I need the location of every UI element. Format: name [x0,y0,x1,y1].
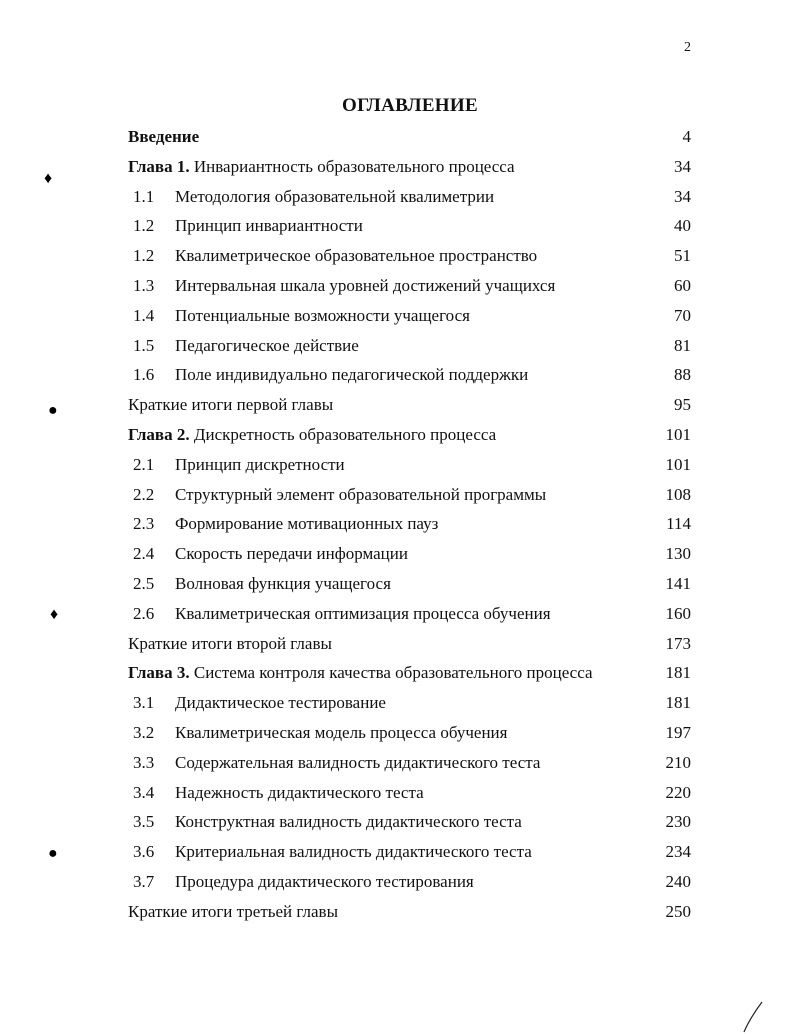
toc-page-number: 197 [665,723,691,742]
toc-entry [0,216,799,246]
toc-entry-title [175,455,345,475]
toc-entry [0,872,799,902]
toc-entry [0,336,799,366]
toc-section-number: 1.4 [133,305,155,325]
toc-page-number: 210 [665,752,691,772]
toc-section-number: 3.1 [133,693,155,713]
toc-entry-text: Дискретность образовательного процесса [189,425,497,444]
toc-entry-text: Процедура дидактического тестирования [175,872,474,891]
toc-entry-title [128,157,515,177]
toc-entry [0,574,799,604]
toc-page-number: 70 [674,305,691,325]
toc-section-number: 2.1 [133,454,155,474]
toc-section-number: 2.5 [133,574,155,593]
toc-entry-title [175,753,540,773]
toc-entry-title [175,842,532,862]
toc-page-number: 101 [665,425,691,444]
toc-entry-title [175,872,474,892]
toc-entry-title [175,693,386,713]
pen-stroke [738,1000,768,1034]
toc-entry-text: Волновая функция учащегося [175,574,391,593]
toc-section-number: 3.6 [133,842,155,862]
toc-page-number: 141 [665,574,691,593]
toc-page-number: 230 [665,812,691,832]
toc-entry-title [128,425,496,445]
toc-chapter-label: Глава 3. [128,663,190,683]
toc-entry-text: Потенциальные возможности учащегося [175,305,470,325]
toc-page-number: 101 [665,454,691,474]
toc-section-number: 3.4 [133,782,155,802]
toc-section-number: 3.7 [133,872,155,891]
toc-entry-text: Краткие итоги первой главы [128,395,334,415]
toc-page-number: 130 [665,544,691,564]
toc-entry [0,127,799,157]
toc-page-number: 108 [665,484,691,504]
toc-page-number: 220 [665,782,691,802]
toc-entry-title [128,395,333,415]
toc-entry-text: Интервальная шкала уровней достижений учащихся [175,276,556,295]
toc-entry-text: Структурный элемент образовательной программы [175,484,547,504]
toc-entry-text: Скорость передачи информации [175,544,408,564]
toc-entry [0,753,799,783]
toc-page-number: 114 [666,514,691,534]
toc-entry [0,425,799,455]
toc-entry-title [128,663,593,683]
toc-entry-title [175,514,438,534]
toc-page-number: 40 [674,216,691,236]
toc-entry [0,514,799,544]
toc-entry-text: Квалиметрическое образовательное пространство [175,246,538,266]
toc-section-number: 1.1 [133,186,155,206]
toc-page-number: 34 [674,156,691,176]
toc-entry-text: Квалиметрическая модель процесса обучения [175,723,508,742]
scan-mark-4: ● [48,845,58,862]
toc-entry-title [128,634,332,654]
toc-section-number: 2.2 [133,484,155,504]
toc-entry-title [175,485,546,505]
page-title: ОГЛАВЛЕНИЕ [342,95,478,116]
toc-page-number: 34 [674,186,691,206]
toc-chapter-label: Глава 2. [128,425,190,444]
toc-entry-title [175,783,424,803]
toc-entry [0,157,799,187]
toc-entry-text: Краткие итоги второй главы [128,633,332,653]
toc-section-number: 1.2 [133,216,155,236]
toc-page-number: 95 [674,395,691,415]
toc-entry [0,902,799,932]
toc-entry-text: Надежность дидактического теста [175,782,424,802]
toc-entry [0,365,799,395]
toc-entry-title [175,336,359,356]
toc-entry-title [175,604,551,624]
toc-entry [0,842,799,872]
toc-page-number: 4 [682,127,691,146]
toc-entry [0,187,799,217]
toc-entry [0,663,799,693]
toc-entry-title [175,306,470,326]
toc-entry-title [175,276,555,296]
toc-page-number: 173 [665,633,691,653]
toc-entry [0,276,799,306]
toc-entry [0,783,799,813]
toc-entry-title [175,574,391,594]
toc-section-number: 1.6 [133,365,155,385]
toc-page-number: 60 [674,276,691,295]
toc-entry-text: Инвариантность образовательного процесса [189,156,515,176]
toc-entry-text: Содержательная валидность дидактического теста [175,752,541,772]
toc-section-number: 2.4 [133,544,155,564]
toc-entry-title [175,216,363,236]
toc-page-number: 181 [665,693,691,713]
toc-entry [0,455,799,485]
toc-entry [0,246,799,276]
toc-entry-text: Принцип инвариантности [175,216,363,236]
toc-entry-text: Краткие итоги третьей главы [128,901,338,921]
toc-entry-text: Поле индивидуально педагогической поддержки [175,365,529,385]
toc-page-number: 160 [665,603,691,623]
toc-entry-text: Формирование мотивационных пауз [175,514,439,534]
toc-entry [0,485,799,515]
toc-entry-text: Дидактическое тестирование [175,693,386,713]
toc-entry [0,693,799,723]
toc-entry [0,544,799,574]
scan-mark-3: ♦ [50,606,59,623]
toc-section-number: 1.5 [133,335,155,355]
toc-section-number: 3.2 [133,723,155,742]
toc-entry-title [175,544,408,564]
toc-entry [0,395,799,425]
toc-entry-title [175,812,522,832]
toc-entry-text: Конструктная валидность дидактического теста [175,812,522,832]
toc-entry-title [128,902,338,922]
toc-section-number: 2.6 [133,603,155,623]
toc-entry-title [175,187,494,207]
toc-entry-text: Принцип дискретности [175,454,345,474]
toc-chapter-label: Введение [128,127,200,146]
toc-entry-text: Квалиметрическая оптимизация процесса обучения [175,603,551,623]
toc-page-number: 181 [665,663,691,683]
toc-page-number: 88 [674,365,691,385]
toc-section-number: 1.2 [133,246,155,266]
toc-entry-text: Педагогическое действие [175,335,359,355]
toc-entry [0,723,799,753]
toc-page-number: 51 [674,246,691,266]
toc-entry [0,604,799,634]
scan-mark-2: ● [48,402,58,419]
toc-entry-title [175,723,507,743]
toc-section-number: 3.3 [133,752,155,772]
toc-entry [0,634,799,664]
toc-entry [0,812,799,842]
toc-section-number: 3.5 [133,812,155,832]
toc-chapter-label: Глава 1. [128,156,190,176]
toc-section-number: 2.3 [133,514,155,534]
toc-entry-title [128,127,199,147]
toc-entry-title [175,246,537,266]
toc-entry-text: Система контроля качества образовательного процесса [189,663,593,683]
toc-entry-title [175,365,528,385]
toc-page-number: 250 [665,901,691,921]
toc-page-number: 240 [665,872,691,891]
toc-entry-text: Критериальная валидность дидактического теста [175,842,532,862]
toc-page-number: 81 [674,335,691,355]
toc-entry [0,306,799,336]
page-number: 2 [684,40,691,55]
toc-entry-text: Методология образовательной квалиметрии [175,186,495,206]
toc-section-number: 1.3 [133,276,155,295]
scan-mark-1: ♦ [44,170,53,187]
toc-page-number: 234 [665,842,691,862]
